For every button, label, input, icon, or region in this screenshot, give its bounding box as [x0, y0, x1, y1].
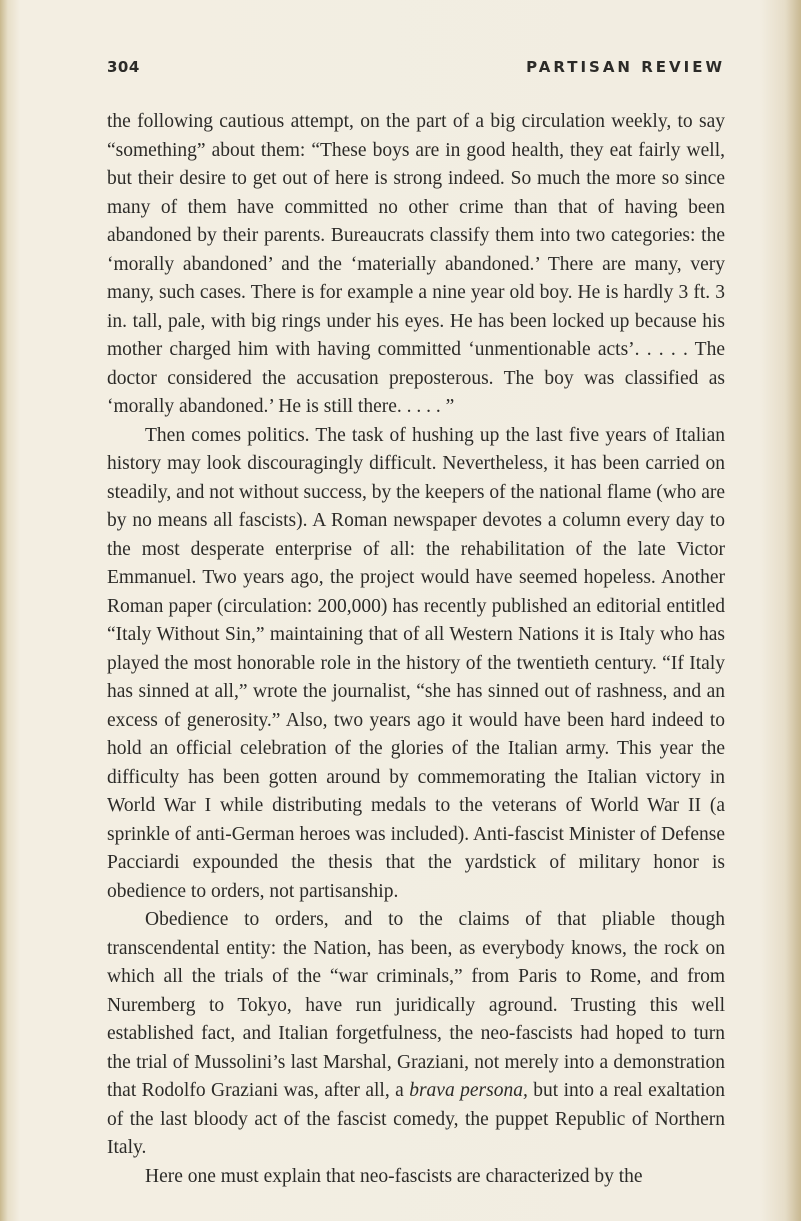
- paragraph-1: the following cautious attempt, on the part of a big circulation weekly, to say “something” about them: “These boys are in good health, they eat fairly well, but their desire to get out of here is strong indeed. So much the more so since many of them have committed no other crime than that of having been abandoned by their parents. Bureaucrats classify them into two categories: the ‘morally abandoned’ and the ‘materially abandoned.’ There are many, very many, such cases. There is for example a nine year old boy. He is hardly 3 ft. 3 in. tall, pale, with big rings under his eyes. He has been locked up because his mother charged him with having committed ‘unmentionable acts’. . . . . The doctor considered the accusation preposterous. The boy was classified as ‘morally abandoned.’ He is still there. . . . . ”: [107, 111, 725, 417]
- paragraph-3-text-a: Obedience to orders, and to the claims of that pliable though transcendental entity: the Nation, has been, as everybody knows, the rock on which all the trials of the “war criminals,” from Paris to Rome, and from Nuremberg to Tokyo, have run juridically aground. Trusting this well established fact, and Italian forgetfulness, the neo-fascists had hoped to turn the trial of Mussolini’s last Marshal, Graziani, not merely into a demonstration that Rodolfo Graziani was, after all, a: [107, 909, 725, 1101]
- page-number: 304: [107, 58, 140, 76]
- paragraph-2: Then comes politics. The task of hushing up the last five years of Italian history may look discouragingly difficult. Nevertheless, it has been carried on steadily, and not without success, by the keepers of the national flame (who are by no means all fascists). A Roman newspaper devotes a column every day to the most desperate enterprise of all: the rehabilitation of the late Victor Emmanuel. Two years ago, the project would have seemed hopeless. Another Roman paper (circulation: 200,000) has recently published an editorial entitled “Italy Without Sin,” maintaining that of all Western Nations it is Italy who has played the most honorable role in the history of the twentieth century. “If Italy has sinned at all,” wrote the journalist, “she has sinned out of rashness, and an excess of generosity.” Also, two years ago it would have been hard indeed to hold an official celebration of the glories of the Italian army. This year the difficulty has been gotten around by commemorating the Italian victory in World War I while distributing medals to the veterans of World War II (a sprinkle of anti-German heroes was included). Anti-fascist Minister of Defense Pacciardi expounded the thesis that the yardstick of military honor is obedience to orders, not partisanship.: [107, 424, 725, 902]
- paragraph-3: [107, 906, 725, 1163]
- paragraph-4: Here one must explain that neo-fascists are characterized by the: [145, 1165, 643, 1187]
- page-header: [107, 58, 725, 82]
- body-text: [107, 108, 725, 1191]
- running-head: PARTISAN REVIEW: [526, 58, 725, 76]
- paragraph-3-italic-phrase: brava persona,: [409, 1080, 528, 1101]
- paragraph-3-text-b: but into a real exaltation of the last bloody act of the fascist comedy, the puppet Republic of Northern Italy.: [107, 1080, 726, 1158]
